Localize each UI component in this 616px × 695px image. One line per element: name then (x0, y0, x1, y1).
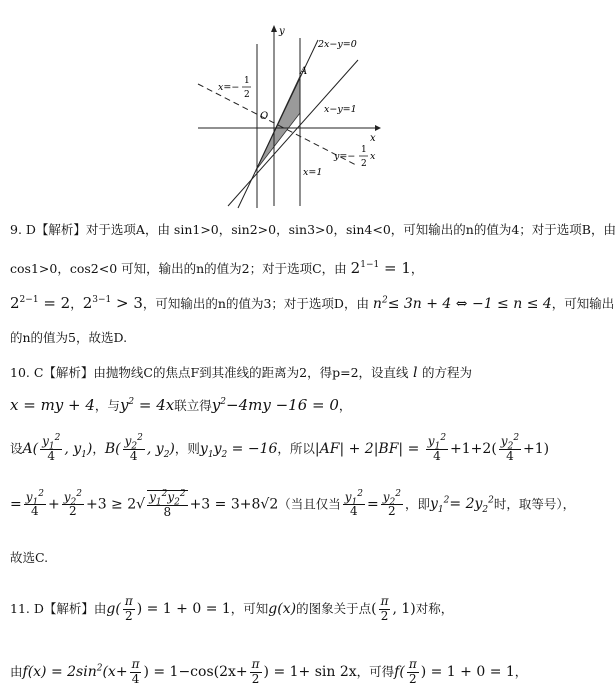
label-axis-y: y (279, 26, 285, 37)
label-y-neg: y=− (334, 151, 356, 162)
label-x-neg-den: 2 (244, 90, 250, 100)
q11-line-1: 11. D【解析】由g( $\frac{\pi}{2}$ ) = 1 + 0 = 1，可知g(x)的图象关于点( $\frac{\pi}{2}$ , 1)对称， (10, 594, 454, 623)
q11-line-2: 由$f(x) = 2\sin^2(x+$ $\frac{\pi}{4}$ ) = 1−cos(2x+ $\frac{\pi}{2}$ ) = 1+ sin 2x，可得f( $\frac{\pi}{2}$ ) = 1 + 0 = 1， (10, 657, 528, 686)
label-x-1: x=1 (303, 167, 323, 178)
q9-line-1: 9. D【解析】对于选项A，由 sin1>0，sin2>0，sin3>0，sin4<0，可知输出的n的值为4；对于选项B，由 (10, 222, 616, 237)
label-x-y-1: x−y=1 (324, 104, 357, 115)
svg-text:x: x (370, 151, 376, 162)
label-x-neg-num: 1 (244, 76, 250, 86)
label-2x-y: 2x−y=0 (318, 39, 357, 50)
q9-line-2: cos1>0，cos2<0 可知，输出的n的值为2；对于选项C，由 $2^{1-1} = 1$， (10, 259, 424, 277)
label-y-neg-num: 1 (361, 145, 367, 155)
q9-line-3: $2^{2-1} = 2$，$2^{3-1} > 3$，可知输出的n的值为3；对于选项D，由 $n^2\le 3n + 4$ ⇔ −1 ≤ n ≤ 4，可知输出 (10, 294, 615, 312)
q10-line-1: 10. C【解析】由抛物线C的焦点F到其准线的距离为2，得p=2，设直线 l 的方程为 (10, 365, 472, 381)
q10-line-4: = $\frac{y_1^2}{4}$ + $\frac{y_2^2}{2}$ +3 ≥ 2√ $\frac{y_1^2y_2^2}{8}$ +3 = 3+8√2（当且仅当 $\frac{y_1^2}{4}$ = $\frac{y_2^2}{2}$ ，即$y_1^2= 2y_2^2$时，取等号）， (10, 488, 576, 519)
q10-line-3: 设A( $\frac{y_1^2}{4}$ , $y_1$)，B( $\frac{y_2^2}{4}$ , $y_2$)，则$y_1y_2 = -16$，所以|AF| + 2|BF| = $\frac{y_1^2}{4}$ +1+2( $\frac{y_2^2}{4}$ +1) (10, 433, 550, 463)
q10-line-5: 故选C. (10, 550, 49, 565)
linear-region-figure (190, 18, 390, 210)
label-point-A: A (300, 66, 308, 77)
q10-line-2: x = my + 4，与$y^2 = 4x$联立得$y^2-4my -16 = 0$， (10, 396, 352, 414)
label-origin: O (260, 111, 269, 122)
label-x-neg: x=− (218, 82, 240, 93)
label-y-neg-den: 2 (361, 159, 367, 169)
q9-line-4: 的n的值为5，故选D. (10, 330, 128, 345)
label-axis-x: x (370, 133, 376, 144)
